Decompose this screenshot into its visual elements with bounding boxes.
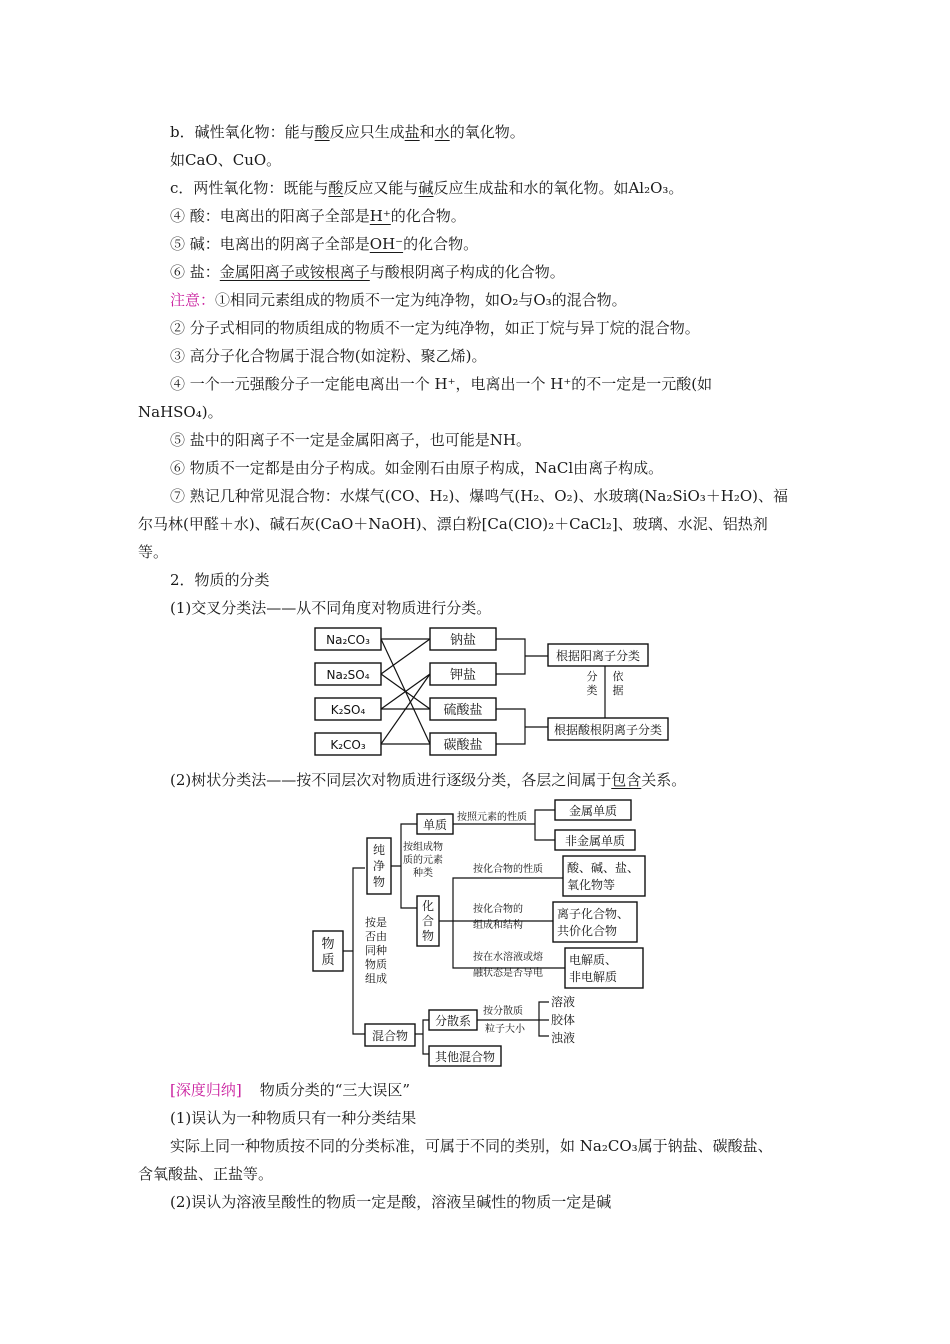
svg-text:分散系: 分散系 — [434, 1014, 472, 1028]
tree-classification-diagram — [305, 796, 685, 1071]
svg-text:融状态是否导电: 融状态是否导电 — [473, 968, 543, 979]
cross-classification-diagram — [310, 622, 680, 762]
note-4a: ④ 一个一元强酸分子一定能电离出一个 H⁺，电离出一个 H⁺的不一定是一元酸(如 — [170, 375, 713, 393]
cross-classification-title: (1)交叉分类法——从不同角度对物质进行分类。 — [170, 599, 492, 617]
cross-mid-box-4 — [430, 733, 496, 755]
basic-oxide-example: 如CaO、CuO。 — [170, 151, 282, 169]
cross-mid-box-3 — [430, 698, 496, 720]
svg-text:单质: 单质 — [422, 818, 448, 832]
note-4b: NaHSO₄)。 — [138, 403, 223, 421]
svg-text:氧化物等: 氧化物等 — [567, 878, 616, 892]
cross-left-box-3 — [315, 698, 381, 720]
svg-text:酸、碱、盐、: 酸、碱、盐、 — [567, 861, 640, 875]
note-2: ② 分子式相同的物质组成的物质不一定为纯净物，如正丁烷与异丁烷的混合物。 — [170, 319, 700, 337]
tree-pure-box — [367, 838, 391, 894]
svg-text:浊液: 浊液 — [551, 1031, 576, 1045]
misconception-1: (1)误认为一种物质只有一种分类结果 — [170, 1109, 417, 1127]
tree-classification-title: (2)树状分类法——按不同层次对物质进行逐级分类，各层之间属于包含关系。 — [170, 771, 687, 789]
tree-mixture-box — [365, 1024, 415, 1046]
tree-prop-result-box — [563, 856, 645, 896]
svg-text:共价化合物: 共价化合物 — [557, 924, 618, 938]
root-criterion-1: 按是 — [365, 916, 387, 929]
svg-text:同种: 同种 — [365, 944, 387, 957]
note-5: ⑤ 盐中的阳离子不一定是金属阳离子，也可能是NH。 — [170, 431, 531, 449]
misconception-1-detail-a: 实际上同一种物质按不同的分类标准，可属于不同的类别，如 Na₂CO₃属于钠盐、碳酸盐、 — [170, 1137, 773, 1155]
cross-mid-box-2 — [430, 663, 496, 685]
svg-text:按分散质: 按分散质 — [483, 1006, 523, 1017]
svg-text:纯: 纯 — [372, 843, 386, 857]
svg-text:离子化合物、: 离子化合物、 — [557, 907, 630, 921]
svg-text:钾盐: 钾盐 — [449, 668, 477, 683]
base-def: ⑤ 碱：电离出的阴离子全部是OH⁻的化合物。 — [170, 235, 479, 253]
cross-right-box-2 — [548, 718, 668, 740]
svg-text:物: 物 — [321, 937, 335, 952]
svg-text:非金属单质: 非金属单质 — [564, 834, 626, 848]
svg-text:混合物: 混合物 — [371, 1029, 409, 1043]
svg-text:硫酸盐: 硫酸盐 — [443, 703, 483, 718]
basis-label-left-1: 分 — [586, 670, 598, 683]
note-label: 注意： — [170, 291, 216, 309]
basic-oxide-def: b．碱性氧化物：能与酸反应只生成盐和水的氧化物。 — [170, 123, 525, 141]
svg-text:根据酸根阴离子分类: 根据酸根阴离子分类 — [553, 723, 663, 737]
svg-text:种类: 种类 — [413, 868, 433, 879]
section-2-heading: 2．物质的分类 — [170, 571, 270, 589]
deep-summary-heading: [深度归纳] 物质分类的“三大误区” — [170, 1081, 411, 1099]
svg-text:按化合物的: 按化合物的 — [473, 904, 523, 915]
misconception-2: (2)误认为溶液呈酸性的物质一定是酸，溶液呈碱性的物质一定是碱 — [170, 1193, 612, 1211]
svg-text:物质: 物质 — [365, 958, 387, 971]
tree-metal-box — [555, 800, 631, 820]
svg-text:K₂SO₄: K₂SO₄ — [330, 703, 366, 717]
svg-text:溶液: 溶液 — [551, 995, 576, 1009]
tree-struct-result-box — [553, 902, 637, 942]
note-1: 注意：①相同元素组成的物质不一定为纯净物，如O₂与O₃的混合物。 — [170, 291, 627, 309]
svg-text:物: 物 — [421, 929, 435, 943]
svg-text:其他混合物: 其他混合物 — [434, 1050, 496, 1064]
svg-text:物: 物 — [372, 875, 386, 889]
svg-text:根据阳离子分类: 根据阳离子分类 — [555, 649, 641, 663]
basis-label-right-2: 据 — [612, 684, 624, 697]
tree-root-box — [313, 931, 343, 971]
tree-element-box — [417, 814, 453, 834]
note-6: ⑥ 物质不一定都是由分子构成。如金刚石由原子构成，NaCl由离子构成。 — [170, 459, 664, 477]
tree-dispersion-box — [429, 1010, 477, 1030]
basis-label-right-1: 依 — [612, 670, 624, 683]
tree-other-mix-box — [429, 1046, 501, 1066]
svg-text:净: 净 — [372, 859, 386, 873]
svg-text:按化合物的性质: 按化合物的性质 — [473, 864, 543, 875]
note-7b: 尔马林(甲醛＋水)、碱石灰(CaO＋NaOH)、漂白粉[Ca(ClO)₂＋CaCl₂]、玻璃、水泥、铝热剂 — [138, 515, 768, 533]
cross-mid-box-1 — [430, 628, 496, 650]
tree-cond-result-box — [565, 948, 643, 988]
cross-left-box-2 — [315, 663, 381, 685]
cross-left-box-4 — [315, 733, 381, 755]
cross-right-box-1 — [548, 644, 648, 666]
svg-text:粒子大小: 粒子大小 — [485, 1024, 525, 1035]
svg-text:否由: 否由 — [365, 930, 387, 943]
pure-criterion-1: 按组成物 — [403, 842, 443, 853]
svg-text:K₂CO₃: K₂CO₃ — [330, 738, 366, 752]
tree-compound-box — [417, 896, 439, 946]
svg-text:合: 合 — [421, 914, 435, 928]
misconception-1-detail-b: 含氧酸盐、正盐等。 — [138, 1165, 274, 1183]
tree-nonmetal-box — [555, 830, 635, 850]
svg-text:化: 化 — [421, 899, 435, 913]
svg-text:钠盐: 钠盐 — [449, 633, 477, 648]
salt-def: ⑥ 盐：金属阳离子或铵根离子与酸根阴离子构成的化合物。 — [170, 263, 565, 281]
svg-text:非电解质: 非电解质 — [569, 970, 618, 984]
basis-label-left-2: 类 — [586, 684, 598, 697]
svg-text:Na₂CO₃: Na₂CO₃ — [326, 633, 370, 647]
svg-text:胶体: 胶体 — [551, 1013, 576, 1027]
svg-text:组成: 组成 — [365, 972, 387, 985]
svg-text:碳酸盐: 碳酸盐 — [443, 738, 483, 753]
svg-text:Na₂SO₄: Na₂SO₄ — [326, 668, 370, 682]
amphoteric-oxide-def: c．两性氧化物：既能与酸反应又能与碱反应生成盐和水的氧化物。如Al₂O₃。 — [170, 179, 684, 197]
svg-text:按照元素的性质: 按照元素的性质 — [457, 812, 527, 823]
svg-text:质: 质 — [321, 953, 335, 968]
note-7a: ⑦ 熟记几种常见混合物：水煤气(CO、H₂)、爆鸣气(H₂、O₂)、水玻璃(Na₂SiO₃＋H₂O)、福 — [170, 487, 789, 505]
svg-text:质的元素: 质的元素 — [403, 855, 443, 866]
svg-text:电解质、: 电解质、 — [569, 953, 618, 967]
cross-left-box-1 — [315, 628, 381, 650]
svg-text:组成和结构: 组成和结构 — [473, 920, 523, 931]
deep-summary-label: [深度归纳] — [170, 1081, 242, 1099]
note-3: ③ 高分子化合物属于混合物(如淀粉、聚乙烯)。 — [170, 347, 487, 365]
svg-text:金属单质: 金属单质 — [568, 804, 618, 818]
acid-def: ④ 酸：电离出的阳离子全部是H⁺的化合物。 — [170, 207, 466, 225]
note-7c: 等。 — [138, 543, 169, 561]
svg-text:按在水溶液或熔: 按在水溶液或熔 — [473, 952, 543, 963]
